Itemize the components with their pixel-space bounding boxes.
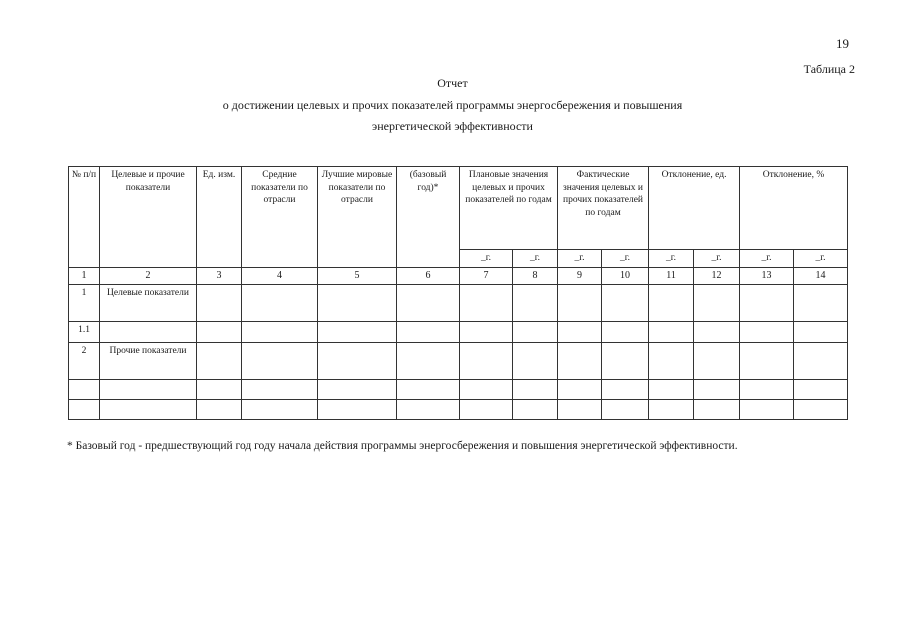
header-deviation-percent: Отклонение, %: [740, 167, 848, 250]
column-number: 14: [794, 268, 848, 285]
column-number: 6: [397, 268, 460, 285]
row-name: Целевые показатели: [100, 285, 197, 322]
column-number: 7: [460, 268, 513, 285]
column-number: 3: [197, 268, 242, 285]
report-title: Отчет: [437, 76, 468, 90]
year-cell: _г.: [694, 250, 740, 268]
row-number: 1.1: [69, 322, 100, 343]
header-planned-values: Плановые значения целевых и прочих показателей по годам: [460, 167, 558, 250]
row-name: Прочие показатели: [100, 343, 197, 380]
header-indicators: Целевые и прочие показатели: [100, 167, 197, 268]
header-base-year: (базовый год)*: [397, 167, 460, 268]
report-table: [68, 166, 848, 420]
year-cell: _г.: [649, 250, 694, 268]
page-number: 19: [836, 36, 849, 51]
table-row: [69, 343, 848, 380]
header-actual-values: Фактические значения целевых и прочих показателей по годам: [558, 167, 649, 250]
column-number: 10: [602, 268, 649, 285]
column-number: 2: [100, 268, 197, 285]
column-number: 8: [513, 268, 558, 285]
year-cell: _г.: [602, 250, 649, 268]
column-number: 1: [69, 268, 100, 285]
header-industry-average: Средние показатели по отрасли: [242, 167, 318, 268]
year-cell: _г.: [460, 250, 513, 268]
header-world-best: Лучшие мировые показатели по отрасли: [318, 167, 397, 268]
header-deviation-units: Отклонение, ед.: [649, 167, 740, 250]
column-number: 13: [740, 268, 794, 285]
table-row: [69, 285, 848, 322]
column-number: 11: [649, 268, 694, 285]
header-unit: Ед. изм.: [197, 167, 242, 268]
year-cell: _г.: [513, 250, 558, 268]
column-number: 12: [694, 268, 740, 285]
footnote: * Базовый год - предшествующий год году начала действия программы энергосбережения и повышения энергетической эффективности.: [67, 440, 738, 452]
row-name: [100, 322, 197, 343]
report-subtitle-line1: о достижении целевых и прочих показателей программы энергосбережения и повышения: [222, 98, 683, 112]
table-label: Таблица 2: [803, 62, 855, 76]
column-number: 9: [558, 268, 602, 285]
report-subtitle-line2: энергетической эффективности: [372, 119, 533, 133]
table-row: [69, 322, 848, 343]
header-number: № п/п: [69, 167, 100, 268]
column-number: 5: [318, 268, 397, 285]
table-row: [69, 400, 848, 420]
table-row: [69, 380, 848, 400]
column-number: 4: [242, 268, 318, 285]
row-number: 2: [69, 343, 100, 380]
year-cell: _г.: [558, 250, 602, 268]
row-number: 1: [69, 285, 100, 322]
year-cell: _г.: [740, 250, 794, 268]
year-cell: _г.: [794, 250, 848, 268]
